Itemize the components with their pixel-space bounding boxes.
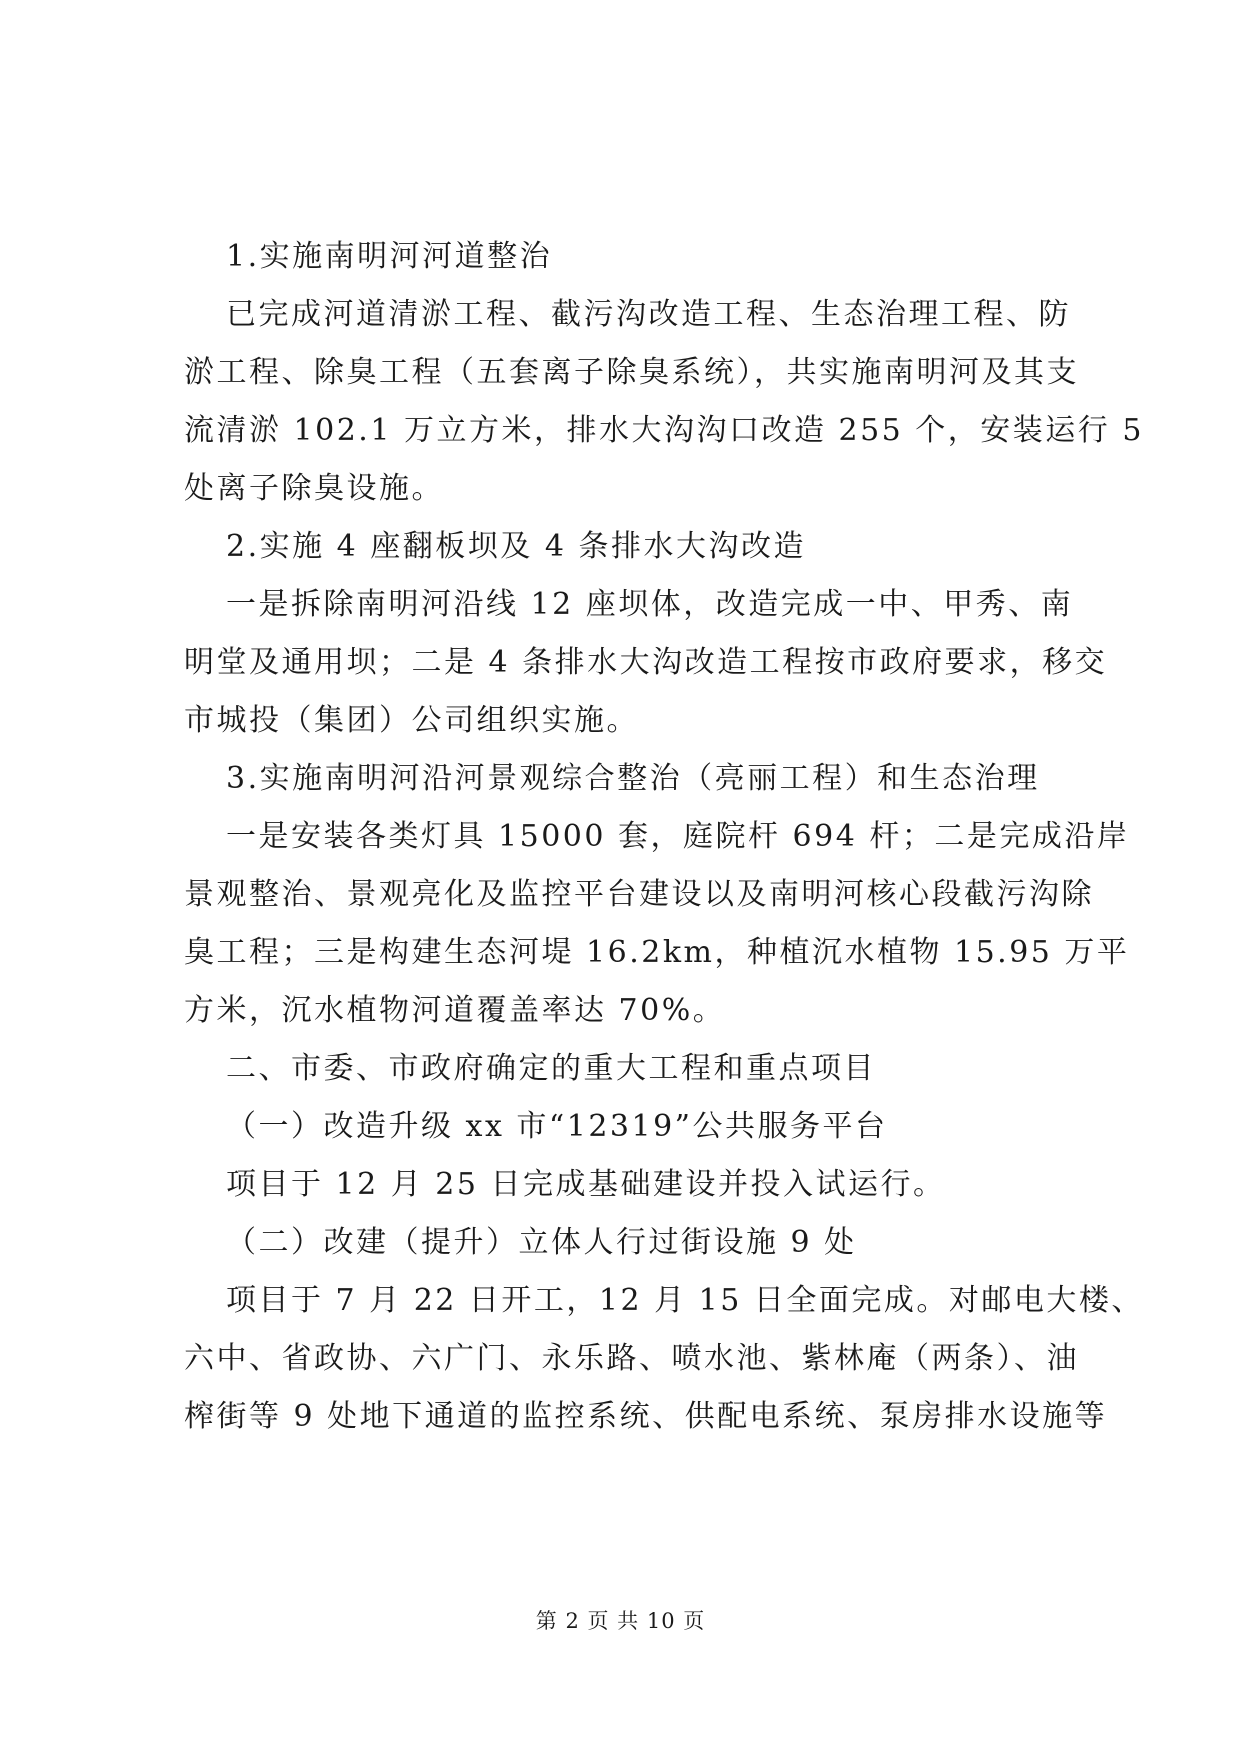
paragraph-line: 已完成河道清淤工程、截污沟改造工程、生态治理工程、防	[226, 297, 1071, 332]
paragraph-line: 六中、省政协、六广门、永乐路、喷水池、紫林庵（两条）、油	[184, 1341, 1079, 1376]
subsection-heading: （一）改造升级 xx 市“12319”公共服务平台	[226, 1109, 888, 1144]
paragraph-line: 景观整治、景观亮化及监控平台建设以及南明河核心段截污沟除	[184, 877, 1094, 912]
paragraph-line: 流清淤 102.1 万立方米，排水大沟沟口改造 255 个，安装运行 5	[184, 413, 1144, 448]
paragraph-line: 方米，沉水植物河道覆盖率达 70%。	[184, 993, 726, 1028]
paragraph-line: 淤工程、除臭工程（五套离子除臭系统），共实施南明河及其支	[184, 355, 1079, 390]
section-heading: 2.实施 4 座翻板坝及 4 条排水大沟改造	[226, 529, 806, 564]
section-heading: 3.实施南明河沿河景观综合整治（亮丽工程）和生态治理	[226, 761, 1040, 796]
document-body	[184, 228, 1144, 1446]
paragraph-line: 项目于 12 月 25 日完成基础建设并投入试运行。	[226, 1167, 946, 1202]
page-footer: 第 2 页 共 10 页	[535, 1609, 706, 1633]
paragraph-line: 明堂及通用坝；二是 4 条排水大沟改造工程按市政府要求，移交	[184, 645, 1108, 680]
subsection-heading: （二）改建（提升）立体人行过街设施 9 处	[226, 1225, 857, 1260]
paragraph-line: 市城投（集团）公司组织实施。	[184, 703, 639, 738]
paragraph-line: 一是拆除南明河沿线 12 座坝体，改造完成一中、甲秀、南	[226, 587, 1074, 622]
paragraph-line: 臭工程；三是构建生态河堤 16.2km，种植沉水植物 15.95 万平	[184, 935, 1130, 970]
paragraph-line: 榨街等 9 处地下通道的监控系统、供配电系统、泵房排水设施等	[184, 1399, 1108, 1434]
paragraph-line: 项目于 7 月 22 日开工，12 月 15 日全面完成。对邮电大楼、	[226, 1283, 1144, 1318]
paragraph-line: 处离子除臭设施。	[184, 471, 444, 506]
section-heading: 1.实施南明河河道整治	[226, 239, 553, 274]
section-heading: 二、市委、市政府确定的重大工程和重点项目	[226, 1051, 876, 1086]
paragraph-line: 一是安装各类灯具 15000 套，庭院杆 694 杆；二是完成沿岸	[226, 819, 1130, 854]
